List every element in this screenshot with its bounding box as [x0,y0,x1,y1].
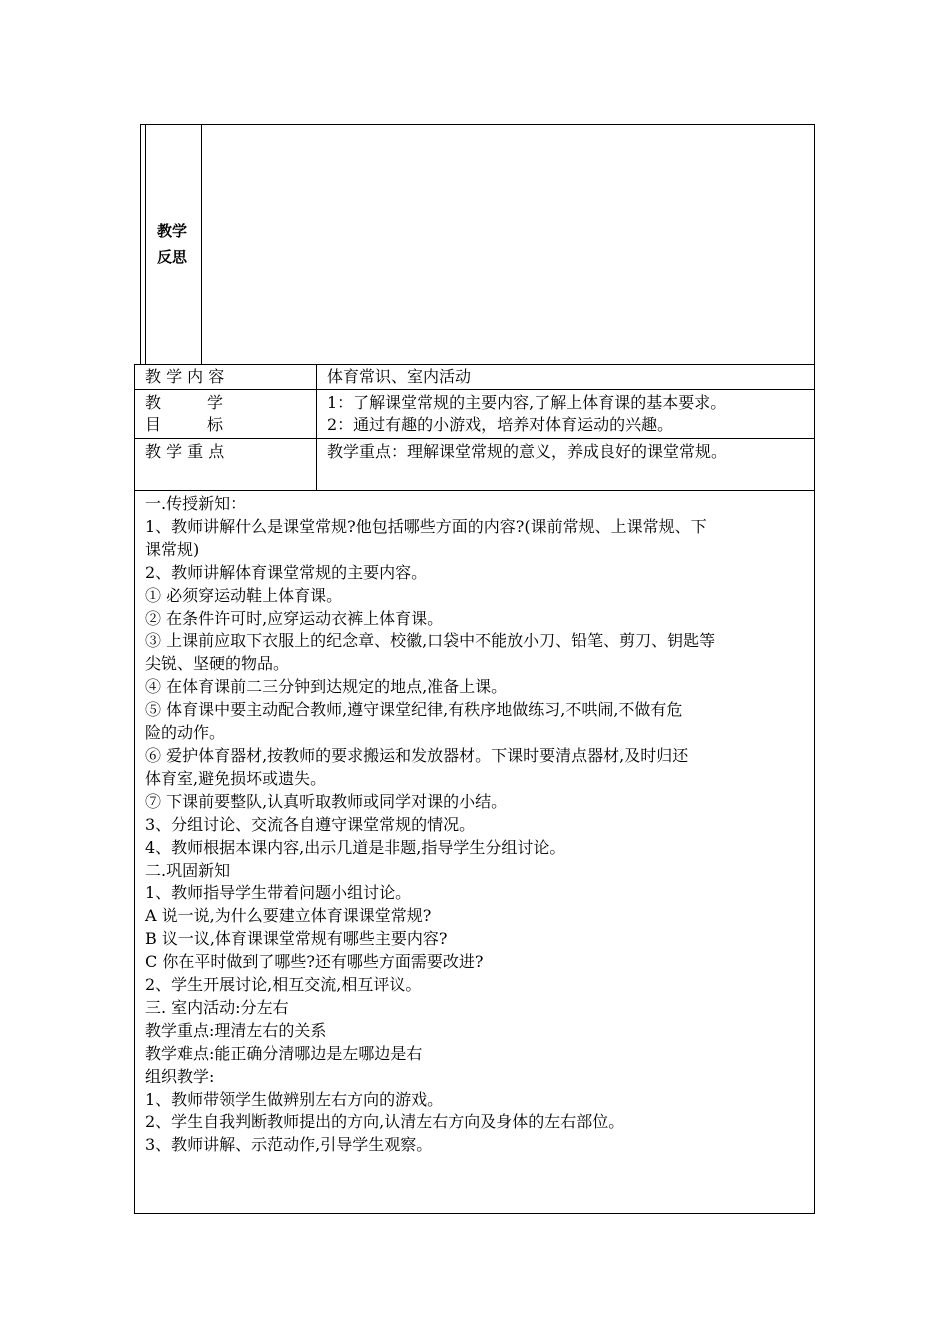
body-line: ② 在条件许可时,应穿运动衣裤上体育课。 [145,608,444,628]
body-line: 险的动作。 [145,723,226,743]
content-value: 体育常识、室内活动 [327,367,472,386]
body-line: 2、学生自我判断教师提出的方向,认清左右方向及身体的左右部位。 [145,1112,625,1132]
body-border-bottom [134,1213,815,1214]
table-border-left-outer [140,124,141,364]
table-divider-vertical [201,124,202,364]
body-line: 课常规) [145,539,200,559]
goal-label-2a: 目 [145,415,162,434]
goal-2: 2：通过有趣的小游戏，培养对体育运动的兴趣。 [327,415,674,434]
body-line: 2、教师讲解体育课堂常规的主要内容。 [145,562,428,582]
row-line-top [134,364,815,365]
body-line: 1、教师指导学生带着问题小组讨论。 [145,883,412,903]
body-line: ③ 上课前应取下衣服上的纪念章、校徽,口袋中不能放小刀、铅笔、剪刀、钥匙等 [145,631,716,651]
body-line: 1、教师带领学生做辨别左右方向的游戏。 [145,1089,444,1109]
row-line-1 [134,389,815,390]
table-border-top [140,124,815,125]
body-line: ④ 在体育课前二三分钟到达规定的地点,准备上课。 [145,677,508,697]
body-line: 二.巩固新知 [145,860,231,880]
body-line: C 你在平时做到了哪些?还有哪些方面需要改进? [145,952,484,972]
header-divider-vertical [316,364,317,490]
body-line: 三. 室内活动:分左右 [145,997,289,1017]
body-line: 3、分组讨论、交流各自遵守课堂常规的情况。 [145,814,476,834]
reflection-label-line1: 教学 [157,222,188,240]
body-line: 3、教师讲解、示范动作,引导学生观察。 [145,1135,433,1155]
goal-label-1a: 教 [145,393,162,412]
table-border-right [814,124,815,1214]
body-line: 一.传授新知： [145,494,247,513]
body-line: ⑦ 下课前要整队,认真听取教师或同学对课的小结。 [145,791,508,811]
row-line-2 [134,438,815,439]
body-line: A 说一说,为什么要建立体育课课堂常规? [145,906,432,926]
body-line: 教学重点:理清左右的关系 [145,1020,327,1040]
header-border-left [134,364,135,1214]
body-line: 组织教学: [145,1066,215,1086]
goal-1: 1：了解课堂常规的主要内容,了解上体育课的基本要求。 [327,393,727,412]
row-line-3 [134,490,815,491]
body-line: B 议一议,体育课课堂常规有哪些主要内容? [145,929,448,949]
body-line: 教学难点:能正确分清哪边是左哪边是右 [145,1043,423,1063]
body-line: ⑥ 爱护体育器材,按教师的要求搬运和发放器材。下课时要清点器材,及时归还 [145,745,689,765]
body-line: 1、教师讲解什么是课堂常规?他包括哪些方面的内容?(课前常规、上课常规、下 [145,516,707,536]
reflection-label-line2: 反思 [157,248,188,266]
body-line: ① 必须穿运动鞋上体育课。 [145,585,343,605]
goal-label-1b: 学 [207,393,224,412]
content-label: 教 学 内 容 [145,367,225,386]
body-line: 4、教师根据本课内容,出示几道是非题,指导学生分组讨论。 [145,837,566,857]
body-line: 2、学生开展讨论,相互交流,相互评议。 [145,975,422,995]
table-border-left-inner [145,124,146,364]
body-line: 尖锐、坚硬的物品。 [145,654,290,674]
body-line: 体育室,避免损坏或遗失。 [145,768,327,788]
lesson-body [145,493,813,1157]
key-point-label: 教 学 重 点 [145,442,225,461]
body-line: ⑤ 体育课中要主动配合教师,遵守课堂纪律,有秩序地做练习,不哄闹,不做有危 [145,700,683,720]
goal-label-2b: 标 [207,415,224,434]
key-point-value: 教学重点：理解课堂常规的意义，养成良好的课堂常规。 [327,442,728,461]
